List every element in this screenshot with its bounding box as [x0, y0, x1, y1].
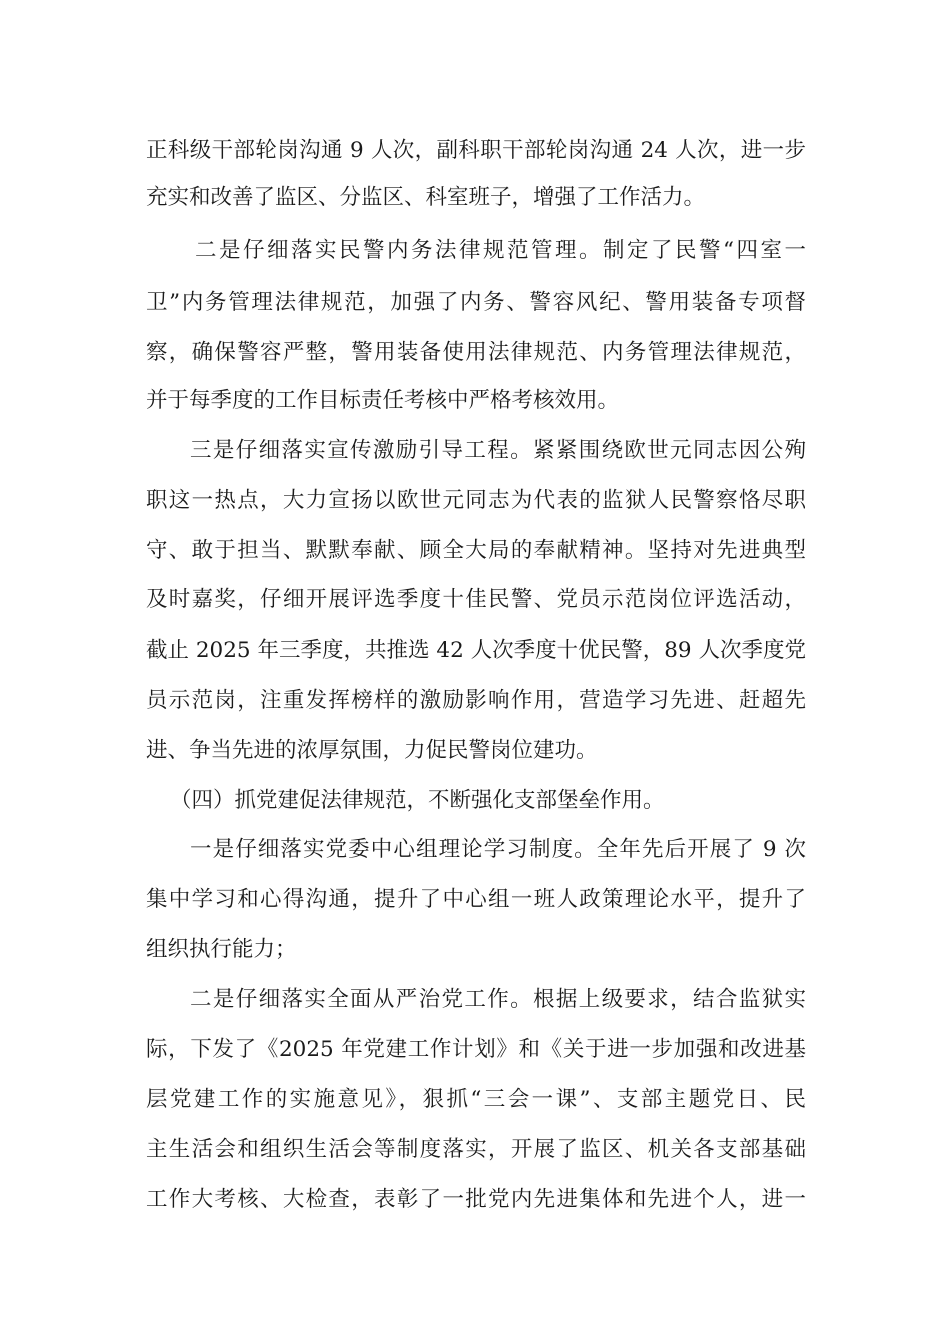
text-line: 三是仔细落实宣传激励引导工程。紧紧围绕欧世元同志因公殉	[190, 438, 806, 463]
text-line: 职这一热点，大力宣扬以欧世元同志为代表的监狱人民警察恪尽职	[146, 488, 806, 513]
text-line: 集中学习和心得沟通，提升了中心组一班人政策理论水平，提升了	[146, 887, 806, 912]
text-line: 截止 2025 年三季度，共推选 42 人次季度十优民警，89 人次季度党	[146, 638, 806, 663]
text-line: 二是仔细落实民警内务法律规范管理。制定了民警“四室一	[195, 238, 806, 263]
text-line: 正科级干部轮岗沟通 9 人次，副科职干部轮岗沟通 24 人次，进一步	[146, 138, 806, 163]
text-line: 主生活会和组织生活会等制度落实，开展了监区、机关各支部基础	[146, 1137, 806, 1162]
text-line: 进、争当先进的浓厚氛围，力促民警岗位建功。	[146, 738, 598, 763]
text-line: 际，下发了《2025 年党建工作计划》和《关于进一步加强和改进基	[146, 1037, 806, 1062]
text-line: 充实和改善了监区、分监区、科室班子，增强了工作活力。	[146, 185, 706, 210]
text-line: 工作大考核、大检查，表彰了一批党内先进集体和先进个人，进一	[146, 1187, 806, 1212]
text-line: 一是仔细落实党委中心组理论学习制度。全年先后开展了 9 次	[190, 837, 806, 862]
text-line: 层党建工作的实施意见》，狠抓“三会一课”、支部主题党日、民	[146, 1087, 806, 1112]
text-line: 并于每季度的工作目标责任考核中严格考核效用。	[146, 388, 620, 413]
text-line: 员示范岗，注重发挥榜样的激励影响作用，营造学习先进、赶超先	[146, 688, 806, 713]
text-line: 卫”内务管理法律规范，加强了内务、警容风纪、警用装备专项督	[146, 290, 806, 315]
text-line: 察，确保警容严整，警用装备使用法律规范、内务管理法律规范，	[146, 340, 806, 365]
section-heading: （四）抓党建促法律规范，不断强化支部堡垒作用。	[170, 788, 665, 813]
text-line: 二是仔细落实全面从严治党工作。根据上级要求，结合监狱实	[190, 987, 806, 1012]
text-line: 守、敢于担当、默默奉献、顾全大局的奉献精神。坚持对先进典型	[146, 538, 806, 563]
text-line: 组织执行能力；	[146, 937, 297, 962]
text-line: 及时嘉奖，仔细开展评选季度十佳民警、党员示范岗位评选活动，	[146, 587, 806, 612]
